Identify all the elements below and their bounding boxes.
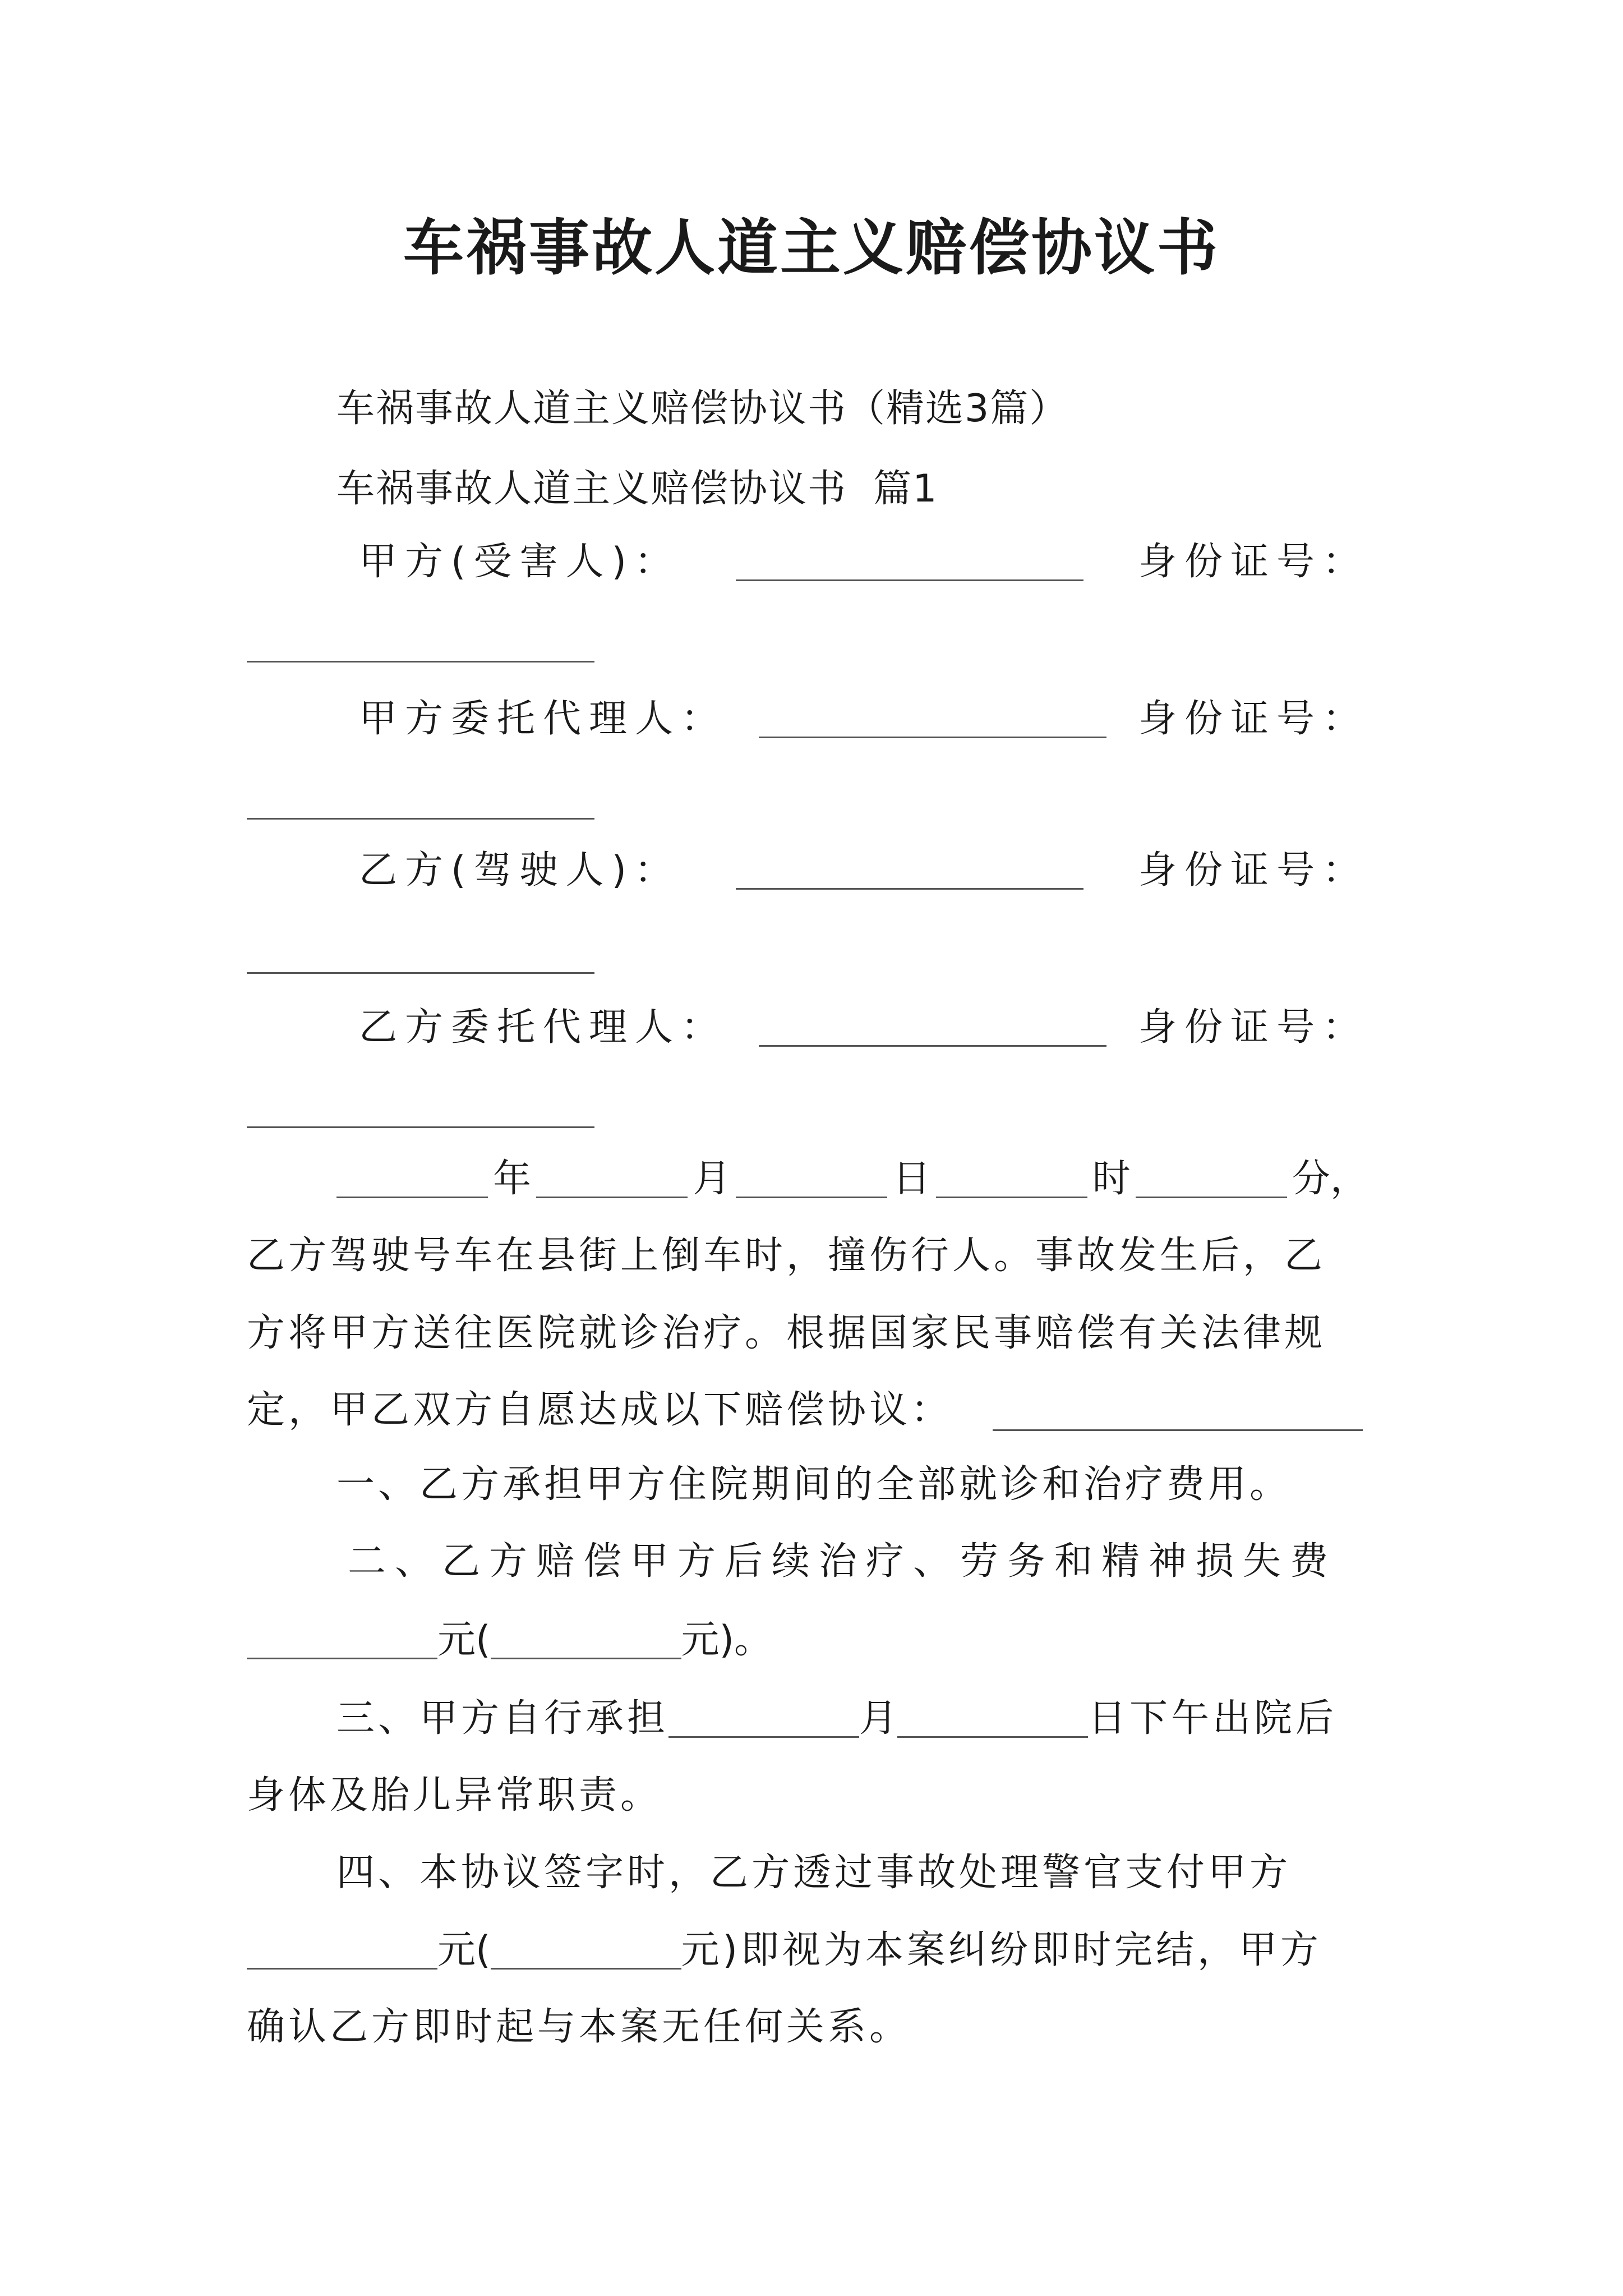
day-unit: 日 xyxy=(892,1157,931,1201)
month-unit: 月 xyxy=(693,1157,731,1201)
amount-unit: 元( xyxy=(437,1618,491,1662)
id-blank[interactable] xyxy=(247,661,594,662)
party-label: 甲方委托代理人： xyxy=(359,697,727,741)
amount-words-blank[interactable] xyxy=(491,1934,681,1970)
party-label: 乙方委托代理人： xyxy=(359,1005,727,1050)
minute-unit: 分， xyxy=(1292,1157,1368,1201)
name-blank[interactable] xyxy=(736,546,1083,581)
id-label: 身份证号： xyxy=(1138,848,1368,892)
clause-3-line-1 xyxy=(336,1696,1338,1741)
id-blank[interactable] xyxy=(247,818,594,820)
clause-4-line-2 xyxy=(247,1928,1322,1972)
minute-blank[interactable] xyxy=(1136,1163,1287,1198)
id-blank[interactable] xyxy=(247,1126,594,1128)
party-row-driver xyxy=(359,848,1368,892)
party-label: 乙方(驾驶人)： xyxy=(359,848,681,892)
hour-unit: 时 xyxy=(1092,1157,1131,1201)
clause-2-line-1: 二、乙方赔偿甲方后续治疗、劳务和精神损失费 xyxy=(348,1539,1338,1584)
id-label: 身份证号： xyxy=(1138,540,1368,584)
year-blank[interactable] xyxy=(336,1163,488,1198)
party-row-victim xyxy=(359,540,1368,584)
clause-3-line-2: 身体及胎儿异常职责。 xyxy=(247,1773,662,1818)
document-title: 车祸事故人道主义赔偿协议书 xyxy=(403,213,1220,283)
clause-3-text-c: 日下午出院后 xyxy=(1088,1696,1338,1741)
agreement-blank[interactable] xyxy=(993,1429,1363,1431)
amount-blank[interactable] xyxy=(247,1624,437,1659)
day-blank[interactable] xyxy=(736,1163,887,1198)
amount-blank[interactable] xyxy=(247,1934,437,1970)
section-heading: 车祸事故人道主义赔偿协议书 篇1 xyxy=(336,467,938,511)
party-row-driver-agent xyxy=(359,1005,1368,1050)
amount-unit-close: 元)即视为本案纠纷即时完结，甲方 xyxy=(681,1928,1322,1972)
hour-blank[interactable] xyxy=(936,1163,1087,1198)
id-label: 身份证号： xyxy=(1138,1005,1368,1050)
month-blank[interactable] xyxy=(668,1703,859,1738)
party-row-victim-agent xyxy=(359,697,1368,741)
intro-line-2: 方将甲方送往医院就诊治疗。根据国家民事赔偿有关法律规 xyxy=(247,1311,1326,1355)
id-label: 身份证号： xyxy=(1138,697,1368,741)
amount-unit: 元( xyxy=(437,1928,491,1972)
date-row xyxy=(336,1157,1368,1201)
clause-3-text-b: 月 xyxy=(859,1696,898,1741)
name-blank[interactable] xyxy=(736,854,1083,890)
id-blank[interactable] xyxy=(247,972,594,974)
name-blank[interactable] xyxy=(759,1011,1106,1047)
clause-2-line-2 xyxy=(247,1618,773,1662)
clause-1: 一、乙方承担甲方住院期间的全部就诊和治疗费用。 xyxy=(336,1462,1292,1507)
document-subtitle: 车祸事故人道主义赔偿协议书（精选3篇） xyxy=(336,386,1069,431)
party-label: 甲方(受害人)： xyxy=(359,540,681,584)
amount-words-blank[interactable] xyxy=(491,1624,681,1659)
clause-4-line-3: 确认乙方即时起与本案无任何关系。 xyxy=(247,2005,911,2049)
clause-3-text-a: 三、甲方自行承担 xyxy=(336,1696,669,1741)
year-unit: 年 xyxy=(493,1157,532,1201)
day-blank[interactable] xyxy=(897,1703,1088,1738)
clause-4-line-1: 四、本协议签字时，乙方透过事故处理警官支付甲方 xyxy=(336,1851,1292,1895)
amount-unit-close: 元)。 xyxy=(681,1618,773,1662)
name-blank[interactable] xyxy=(759,703,1106,738)
intro-line-1: 乙方驾驶号车在县街上倒车时，撞伤行人。事故发生后，乙 xyxy=(247,1234,1326,1278)
month-blank[interactable] xyxy=(536,1163,688,1198)
intro-line-3: 定，甲乙双方自愿达成以下赔偿协议： xyxy=(247,1388,953,1432)
